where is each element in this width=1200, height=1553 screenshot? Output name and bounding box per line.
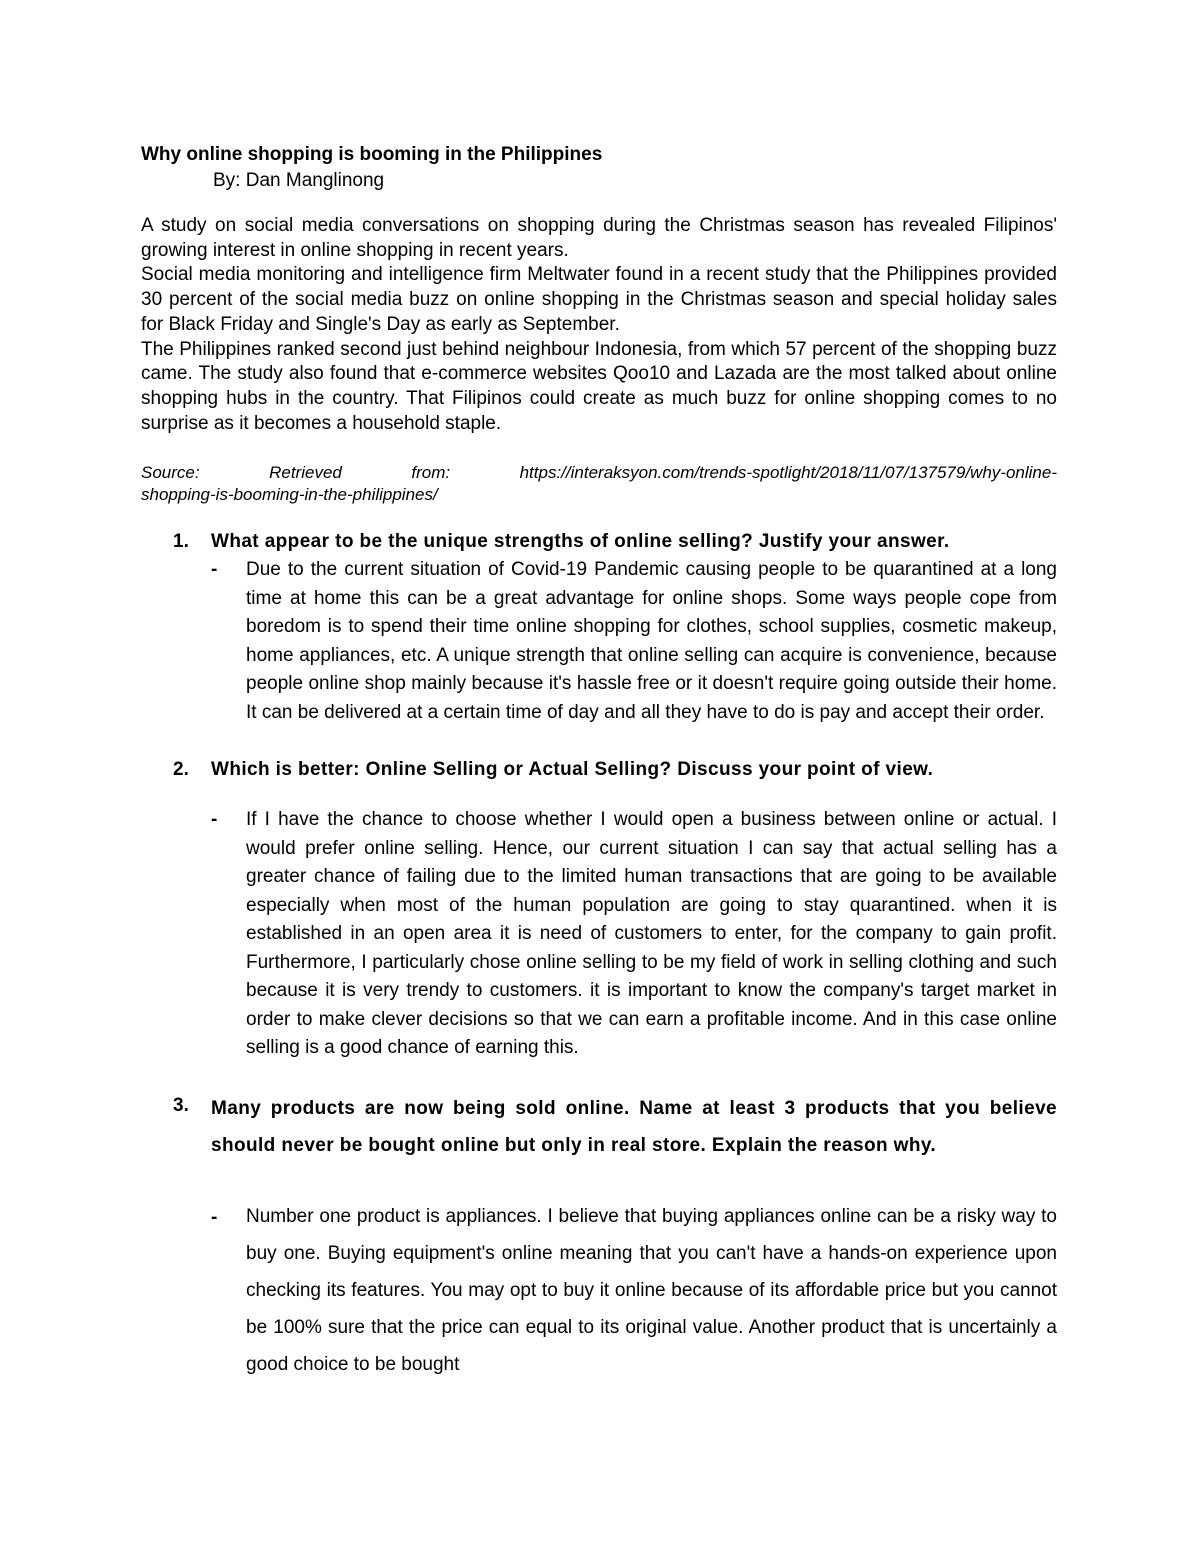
answer-text: Number one product is appliances. I believe that buying appliances online can be a risky way to buy one. Buying equipment's online meaning that you can't have a hands-on experience upon checking its features. You may opt to buy it online because of its affordable price but you cannot be 100% sure that the price can equal to its original value. Another product that is uncertainly a good choice to be bought bbox=[246, 1206, 1057, 1375]
question-number: 3. bbox=[173, 1095, 189, 1116]
source-line bbox=[141, 462, 1057, 484]
source-label: Source: bbox=[141, 463, 200, 482]
article-paragraph: Social media monitoring and intelligence firm Meltwater found in a recent study that the Philippines provided 30 percent of the social media buzz on online shopping in the Christmas season and special holiday sales for Black Friday and Single's Day as early as September. bbox=[141, 264, 1057, 335]
question-number: 2. bbox=[173, 759, 189, 780]
source-from: from: bbox=[411, 463, 451, 482]
answer-text: Due to the current situation of Covid-19 Pandemic causing people to be quarantined at a long time at home this can be a great advantage for online shops. Some ways people cope from boredom is to spend their time online shopping for clothes, school supplies, cosmetic makeup, home appliances, etc. A unique strength that online selling can acquire is convenience, because people online shop mainly because it's hassle free or it doesn't require going outside their home. It can be delivered at a certain time of day and all they have to do is pay and accept their order. bbox=[246, 559, 1057, 723]
source-retrieved: Retrieved bbox=[269, 463, 342, 482]
article-paragraph: The Philippines ranked second just behind neighbour Indonesia, from which 57 percent of the shopping buzz came. The study also found that e-commerce websites Qoo10 and Lazada are the most talked about online shopping hubs in the country. That Filipinos could create as much buzz for online shopping comes to no surprise as it becomes a household staple. bbox=[141, 338, 1057, 434]
answer-bullet: - bbox=[211, 559, 218, 580]
question-text: Which is better: Online Selling or Actual Selling? Discuss your point of view. bbox=[211, 759, 934, 780]
article-paragraph: A study on social media conversations on shopping during the Christmas season has revealed Filipinos' growing interest in online shopping in recent years. bbox=[141, 215, 1057, 261]
question-number: 1. bbox=[173, 531, 189, 552]
question-text: What appear to be the unique strengths of online selling? Justify your answer. bbox=[211, 531, 950, 552]
article-body bbox=[141, 214, 1057, 436]
answer-bullet: - bbox=[211, 1207, 218, 1228]
article-byline: By: Dan Manglinong bbox=[213, 170, 385, 191]
question-text: Many products are now being sold online. Name at least 3 products that you believe should never be bought online but only in real store. Explain the reason why. bbox=[211, 1098, 1057, 1156]
answer-bullet: - bbox=[211, 809, 218, 830]
source-citation bbox=[141, 462, 1057, 506]
answer-text: If I have the chance to choose whether I would open a business between online or actual. I would prefer online selling. Hence, our current situation I can say that actual selling has a greater chance of failing due to the limited human transactions that are going to be available especially when most of the human population are going to stay quarantined. when it is established in an open area it is need of customers to enter, for the company to gain profit. Furthermore, I particularly chose online selling to be my field of work in selling clothing and such because it is very trendy to customers. it is important to know the company's target market in order to make clever decisions so that we can earn a profitable income. And in this case online selling is a good chance of earning this. bbox=[246, 809, 1057, 1058]
source-url-part1: https://interaksyon.com/trends-spotlight/2018/11/07/137579/why-online- bbox=[519, 463, 1057, 482]
article-title: Why online shopping is booming in the Philippines bbox=[141, 144, 603, 165]
source-url-part2: shopping-is-booming-in-the-philippines/ bbox=[141, 485, 438, 504]
